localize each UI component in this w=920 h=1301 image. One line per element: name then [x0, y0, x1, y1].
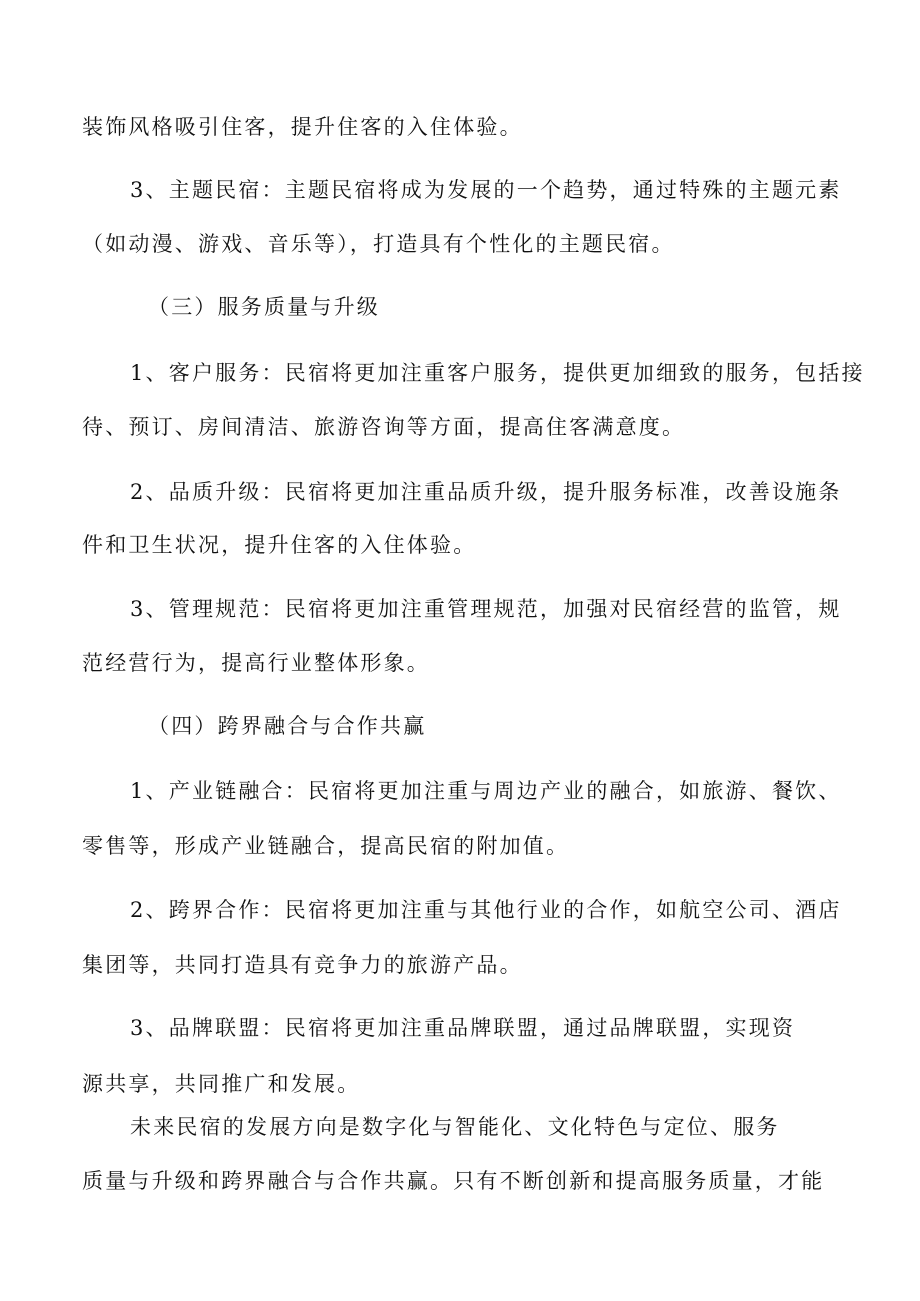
paragraph-line: 范经营行为，提高行业整体形象。: [82, 651, 430, 675]
paragraph-line: 件和卫生状况，提升住客的入住体验。: [82, 533, 477, 557]
paragraph-line: 1、客户服务：民宿将更加注重客户服务，提供更加细致的服务，包括接: [130, 361, 865, 385]
paragraph-line: （如动漫、游戏、音乐等），打造具有个性化的主题民宿。: [82, 232, 675, 256]
paragraph-line: 3、主题民宿：主题民宿将成为发展的一个趋势，通过特殊的主题元素: [130, 178, 842, 202]
section-heading: （三）服务质量与升级: [148, 295, 380, 319]
paragraph-line: 装饰风格吸引住客，提升住客的入住体验。: [82, 115, 523, 139]
paragraph-line: 3、管理规范：民宿将更加注重管理规范，加强对民宿经营的监管，规: [130, 597, 842, 621]
paragraph-line: 质量与升级和跨界融合与合作共赢。只有不断创新和提高服务质量，才能: [82, 1169, 825, 1193]
paragraph-line: 2、跨界合作：民宿将更加注重与其他行业的合作，如航空公司、酒店: [130, 898, 842, 922]
paragraph-line: 集团等，共同打造具有竞争力的旅游产品。: [82, 953, 523, 977]
paragraph-line: 1、产业链融合：民宿将更加注重与周边产业的融合，如旅游、餐饮、: [130, 779, 842, 803]
paragraph-line: 零售等，形成产业链融合，提高民宿的附加值。: [82, 834, 570, 858]
paragraph-line: 未来民宿的发展方向是数字化与智能化、文化特色与定位、服务: [130, 1115, 780, 1139]
section-heading: （四）跨界融合与合作共赢: [148, 714, 427, 738]
paragraph-line: 2、品质升级：民宿将更加注重品质升级，提升服务标准，改善设施条: [130, 480, 842, 504]
paragraph-line: 3、品牌联盟：民宿将更加注重品牌联盟，通过品牌联盟，实现资: [130, 1016, 796, 1040]
paragraph-line: 待、预订、房间清洁、旅游咨询等方面，提高住客满意度。: [82, 415, 686, 439]
paragraph-line: 源共享，共同推广和发展。: [82, 1072, 361, 1096]
